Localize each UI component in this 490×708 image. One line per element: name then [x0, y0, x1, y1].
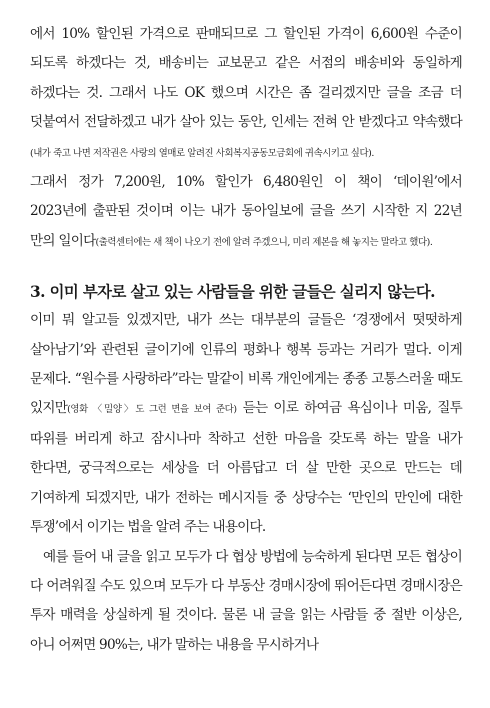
paragraph-publishing-terms	[30, 20, 462, 168]
inline-note-film: (영화 〈밀양〉도 그런 면을 보여 준다)	[67, 404, 237, 416]
footnote-copyright: (내가 죽고 나면 저작권은 사랑의 열매로 알려진 사회복지공동모금회에 귀속시키고 싶다).	[30, 147, 374, 159]
document-page	[30, 20, 462, 660]
paragraph-text: 듣는 이로 하여금 욕심이나 미움, 질투 따위를 버리게 하고 잠시나마 착하고 선한 마음을 갖도록 하는 말을 내가 한다면, 궁극적으로는 세상을 더 아름답고 더 살 만한 곳으로 만드는 데 기여하게 되겠지만, 내가 전하는 메시지들 중 상당수는 ‘만인의 만인에 대한 투쟁’에서 이기는 법을 알려 주는 내용이다.	[30, 400, 462, 536]
paragraph-publication-info	[30, 168, 462, 257]
paragraph-text: 이미 뭐 알고들 있겠지만, 내가 쓰는 대부분의 글들은 ‘경쟁에서 떳떳하게 살아남기’와 관련된 글이기에 인류의 평화나 행복 등과는 거리가 멀다. 이게 문제다. “원수를 사랑하라”라는 말같이 비록 개인에게는 종종 고통스러울 때도 있지만	[30, 312, 462, 417]
paragraph-text: 그래서 정가 7,200원, 10% 할인가 6,480원인 이 책이 ‘데이원’에서 2023년에 출판된 것이며 이는 내가 동아일보에 글을 쓰기 시작한 지 22년 만의 일이다	[30, 174, 462, 249]
paragraph-text: 에서 10% 할인된 가격으로 판매되므로 그 할인된 가격이 6,600원 수준이 되도록 하겠다는 것, 배송비는 교보문고 같은 서점의 배송비와 동일하게 하겠다는 것. 그래서 나도 OK 했으며 시간은 좀 걸리겠지만 글을 조금 더 덧붙여서 전달하겠고 내가 살아 있는 동안, 인세는 전혀 안 받겠다고 약속했다	[30, 26, 462, 131]
paragraph-competition	[30, 306, 462, 542]
footnote-print-center: (출력센터에는 새 책이 나오기 전에 알려 주겠으니, 미리 제본을 해 놓지는 말라고 했다).	[95, 236, 433, 248]
paragraph-example: 예를 들어 내 글을 읽고 모두가 다 협상 방법에 능숙하게 된다면 모든 협상이 다 어려워질 수도 있으며 모두가 다 부동산 경매시장에 뛰어든다면 경매시장은 투자 매력을 상실하게 될 것이다. 물론 내 글을 읽는 사람들 중 절반 이상은, 아니 어쩌면 90%는, 내가 말하는 내용을 무시하거나	[30, 548, 462, 653]
section-heading: 3. 이미 부자로 살고 있는 사람들을 위한 글들은 실리지 않는다.	[30, 283, 435, 302]
